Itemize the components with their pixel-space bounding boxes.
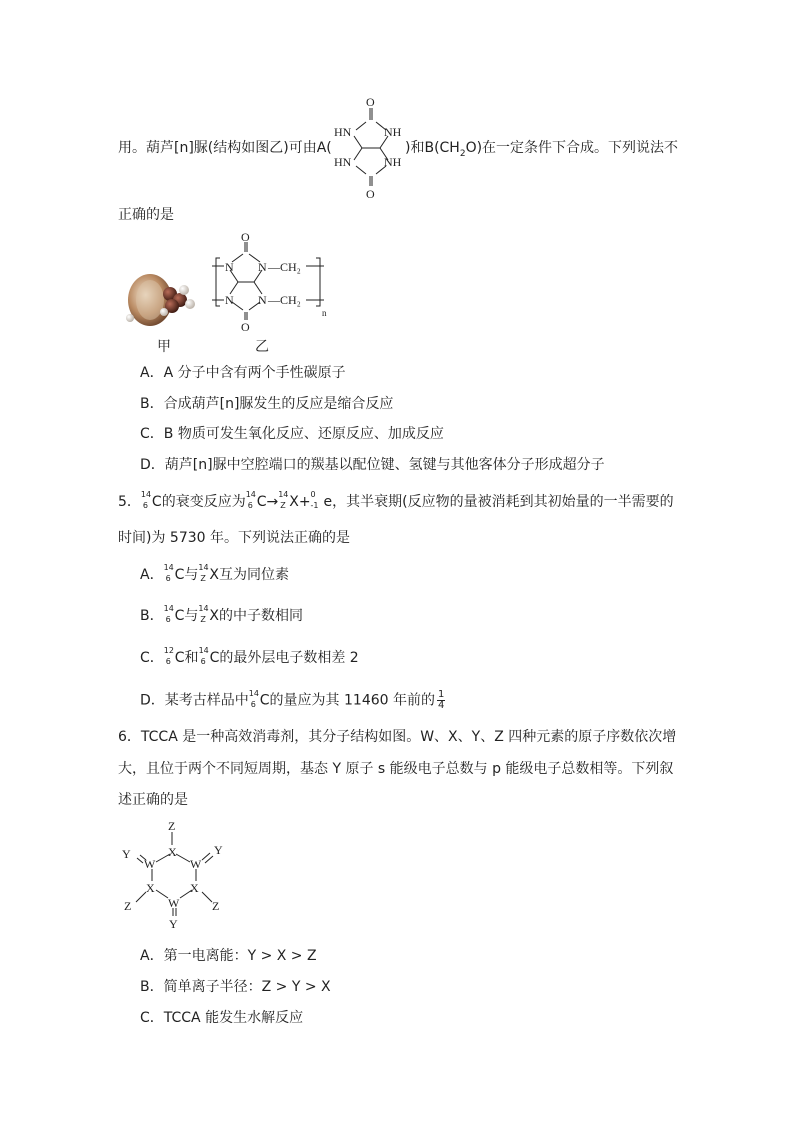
q6-line3: 述正确的是 xyxy=(118,792,188,808)
tcca-y-bottom: Y xyxy=(169,917,178,931)
tcca-x-left: X xyxy=(146,881,155,895)
q5-option-a: A． 14 6 C与 14 Z X互为同位素 xyxy=(140,563,289,583)
q5-option-b: B． 14 6 C与 14 Z X的中子数相同 xyxy=(140,604,303,624)
q5-line2: 时间)为 5730 年。下列说法正确的是 xyxy=(118,530,350,546)
figure-label-jia: 甲 xyxy=(157,339,171,355)
polymer-atom-n1: N xyxy=(225,260,234,274)
polymer-subscript-n: n xyxy=(322,308,327,318)
q5-option-d: D．某考古样品中 14 6 C的量应为其 11460 年前的 $\frac{1}{4}$ xyxy=(140,688,445,711)
tcca-w-right: W xyxy=(190,857,202,871)
polymer-atom-o-top: O xyxy=(241,230,250,244)
tcca-y-left: Y xyxy=(122,847,131,861)
tcca-z-left: Z xyxy=(124,899,132,913)
nuclide-c14-eq: 14 6 xyxy=(245,490,256,510)
intro-sub: 2 xyxy=(459,148,466,159)
atom-o-top: O xyxy=(366,95,375,109)
polymer-atom-n2: N xyxy=(258,260,267,274)
fraction-one-quarter: $\frac{1}{4}$ xyxy=(438,689,445,711)
tcca-w-bottom: W xyxy=(168,896,180,910)
cucurbituril-3d-image xyxy=(120,266,200,330)
q5-number: 5． xyxy=(118,494,141,510)
atom-o-bottom: O xyxy=(366,187,375,201)
atom-hn-upper: HN xyxy=(334,125,352,139)
q4-option-d: D．葫芦[n]脲中空腔端口的羰基以配位键、氢键与其他客体分子形成超分子 xyxy=(140,457,605,473)
tcca-x-right: X xyxy=(190,881,199,895)
q5-arrow: → xyxy=(266,494,279,510)
q6-option-b: B．简单离子半径：Z > Y > X xyxy=(140,979,331,995)
nuclide-electron: 0 -1 xyxy=(310,490,319,510)
intro-line1-rest xyxy=(405,139,678,163)
q5-line1: 5． 14 6 C的衰变反应为 14 6 C→ 14 Z X+ 0 -1 e，其半衰期(反应物的量被消耗到其初始量的一半需要的 xyxy=(118,490,674,510)
atom-nh-lower: NH xyxy=(384,155,402,169)
tcca-x-top: X xyxy=(168,845,177,859)
tcca-z-top: Z xyxy=(168,819,176,833)
polymer-structure xyxy=(210,230,330,334)
q5-text1: C的衰变反应为 xyxy=(151,494,246,510)
nuclide-c14: 14 6 xyxy=(140,490,152,510)
polymer-atom-n3: N xyxy=(225,293,234,307)
tcca-w-left: W xyxy=(144,857,156,871)
q6-option-a: A．第一电离能：Y > X > Z xyxy=(140,948,317,964)
intro-text-a: 用。葫芦[n]脲(结构如图乙)可由A( xyxy=(118,140,332,156)
polymer-atom-o-bottom: O xyxy=(241,320,250,334)
tcca-z-right: Z xyxy=(212,899,220,913)
polymer-ch2-bottom: —CH₂ xyxy=(268,293,301,307)
q5-option-c: C． 12 6 C和 14 6 C的最外层电子数相差 2 xyxy=(140,646,359,666)
q4-option-c: C．B 物质可发生氧化反应、还原反应、加成反应 xyxy=(140,426,444,442)
q6-line2: 大，且位于两个不同短周期，基态 Y 原子 s 能级电子总数与 p 能级电子总数相等。下列叙 xyxy=(118,761,674,777)
atom-nh-upper: NH xyxy=(384,125,402,139)
q4-option-a: A．A 分子中含有两个手性碳原子 xyxy=(140,365,346,381)
q6-line1: 6．TCCA 是一种高效消毒剂，其分子结构如图。W、X、Y、Z 四种元素的原子序数依次增 xyxy=(118,729,677,745)
molecule-a-structure xyxy=(328,94,412,204)
intro-text-b: )和B(CH xyxy=(405,140,460,156)
atom-hn-lower: HN xyxy=(334,155,352,169)
q4-option-b: B．合成葫芦[n]脲发生的反应是缩合反应 xyxy=(140,396,394,412)
tcca-structure xyxy=(118,818,228,934)
figure-label-yi: 乙 xyxy=(255,339,269,355)
intro-line2: 正确的是 xyxy=(118,207,174,223)
nuclide-x14: 14 Z xyxy=(278,490,289,510)
q5-text2: e，其半衰期(反应物的量被消耗到其初始量的一半需要的 xyxy=(323,494,674,510)
intro-text-c: O)在一定条件下合成。下列说法不 xyxy=(465,140,679,156)
polymer-atom-n4: N xyxy=(258,293,267,307)
polymer-ch2-top: —CH₂ xyxy=(268,260,301,274)
intro-line1 xyxy=(118,139,332,157)
tcca-y-right: Y xyxy=(214,843,223,857)
q6-option-c: C．TCCA 能发生水解反应 xyxy=(140,1010,304,1026)
